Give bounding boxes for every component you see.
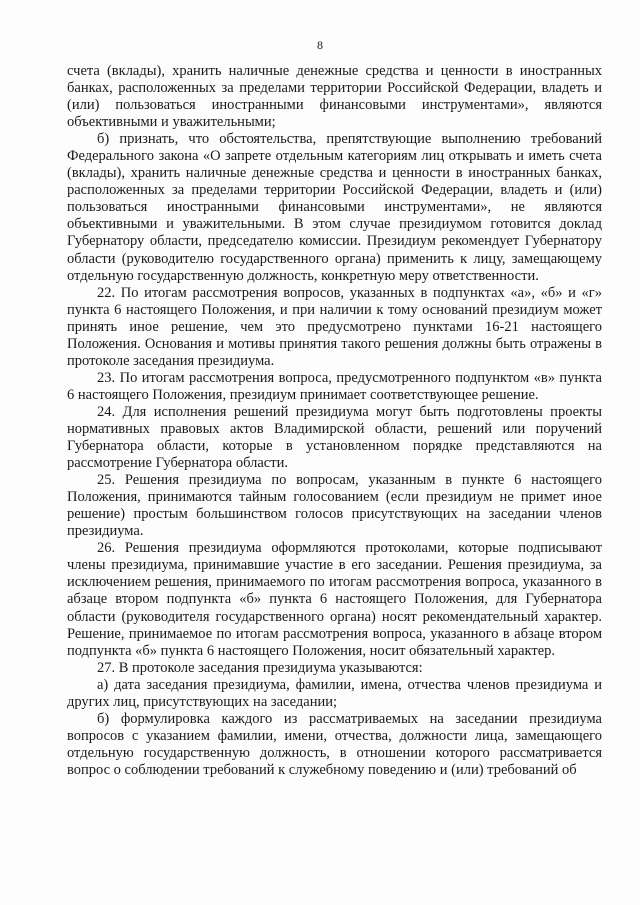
paragraph-24: 24. Для исполнения решений президиума могут быть подготовлены проекты нормативных правовых актов Владимирской области, решений или поручений Губернатора области, которые в установленном порядке представляются на рассмотрение Губернатора области. [67,403,602,472]
paragraph-subitem-b: б) признать, что обстоятельства, препятствующие выполнению требований Федерального закона «О запрете отдельным категориям лиц открывать и иметь счета (вклады), хранить наличные денежные средства и ценности в иностранных банках, расположенных за пределами территории Российской Федерации, владеть и (или) пользоваться иностранными финансовыми инструментами», не являются объективными и уважительными. В этом случае президиумом готовится доклад Губернатору области, председателю комиссии. Президиум рекомендует Губернатору области (руководителю государственного органа) применить к лицу, замещающему отдельную государственную должность, конкретную меру ответственности. [67,131,602,284]
paragraph-continuation: счета (вклады), хранить наличные денежные средства и ценности в иностранных банках, расположенных за пределами территории Российской Федерации, владеть и (или) пользоваться иностранными финансовыми инструментами», являются объективными и уважительными; [67,63,602,131]
paragraph-22: 22. По итогам рассмотрения вопросов, указанных в подпунктах «а», «б» и «г» пункта 6 настоящего Положения, и при наличии к тому оснований президиум может принять иное решение, чем это предусмотрено пунктами 16-21 настоящего Положения. Основания и мотивы принятия такого решения должны быть отражены в протоколе заседания президиума. [67,284,602,369]
paragraph-27-item-a: а) дата заседания президиума, фамилии, имена, отчества членов президиума и других лиц, присутствующих на заседании; [67,676,602,710]
paragraph-26: 26. Решения президиума оформляются протоколами, которые подписывают члены президиума, принимавшие участие в его заседании. Решения президиума, за исключением решения, принимаемого по итогам рассмотрения вопроса, указанного в абзаце втором подпункта «б» пункта 6 настоящего Положения, для Губернатора области (руководителя государственного органа) носят рекомендательный характер. Решение, принимаемое по итогам рассмотрения вопроса, указанного в абзаце втором подпункта «б» пункта 6 настоящего Положения, носит обязательный характер. [67,540,602,659]
paragraph-27: 27. В протоколе заседания президиума указываются: [97,659,423,676]
page-number: 8 [317,38,323,52]
paragraph-25: 25. Решения президиума по вопросам, указанным в пункте 6 настоящего Положения, принимаются тайным голосованием (если президиум не примет иное решение) простым большинством голосов присутствующих на заседании членов президиума. [67,472,602,540]
document-body [67,63,602,779]
paragraph-27-item-b: б) формулировка каждого из рассматриваемых на заседании президиума вопросов с указанием фамилии, имени, отчества, должности лица, замещающего отдельную государственную должность, в отношении которого рассматривается вопрос о соблюдении требований к служебному поведению и (или) требований об [67,710,602,778]
paragraph-23: 23. По итогам рассмотрения вопроса, предусмотренного подпунктом «в» пункта 6 настоящего Положения, президиум принимает соответствующее решение. [67,369,602,403]
